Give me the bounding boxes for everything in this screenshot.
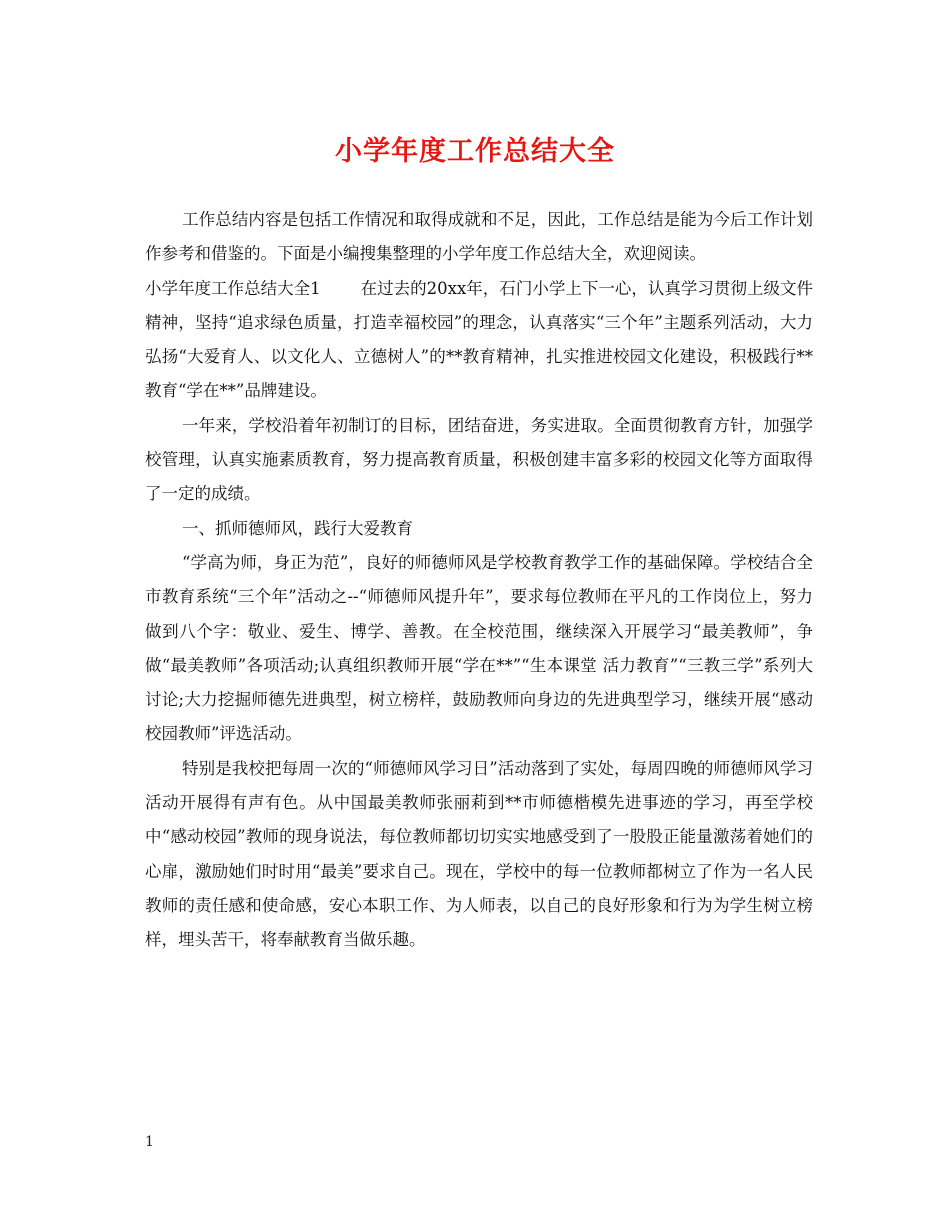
body-paragraph: “学高为师，身正为范”，良好的师德师风是学校教育教学工作的基础保障。学校结合全市教育系统“三个年”活动之--“师德师风提升年”，要求每位教师在平凡的工作岗位上，努力做到八个字：敬业、爱生、博学、善教。在全校范围，继续深入开展学习“最美教师”，争做“最美教师”各项活动;认真组织教师开展“学在**”“生本课堂 活力教育”“三教三学”系列大讨论;大力挖掘师德先进典型，树立榜样，鼓励教师向身边的先进典型学习，继续开展“感动校园教师”评选活动。: [145, 552, 813, 744]
subheading-paragraph: 一、抓师德师风，践行大爱教育: [182, 518, 413, 538]
document-title: 小学年度工作总结大全: [335, 136, 615, 167]
body-paragraph: 特别是我校把每周一次的“师德师风学习日”活动落到了实处，每周四晚的师德师风学习活动开展得有声有色。从中国最美教师张丽莉到**市师德楷模先进事迹的学习，再至学校中“感动校园”教师的现身说法，每位教师都切切实实地感受到了一股股正能量激荡着她们的心扉，激励她们时时用“最美”要求自己。现在，学校中的每一位教师都树立了作为一名人民教师的责任感和使命感，安心本职工作、为人师表，以自己的良好形象和行为为学生树立榜样，埋头苦干，将奉献教育当做乐趣。: [145, 758, 813, 950]
document-body: [145, 203, 813, 958]
intro-paragraph: 工作总结内容是包括工作情况和取得成就和不足，因此，工作总结是能为今后工作计划作参考和借鉴的。下面是小编搜集整理的小学年度工作总结大全，欢迎阅读。: [145, 210, 813, 264]
section-paragraph: [145, 272, 813, 409]
inline-heading: 小学年度工作总结大全1: [145, 278, 321, 298]
section-text: 在过去的20xx年，石门小学上下一心，认真学习贯彻上级文件精神，坚持“追求绿色质量，打造幸福校园”的理念，认真落实“三个年”主题系列活动，大力弘扬“大爱育人、以文化人、立德树人”的**教育精神，扎实推进校园文化建设，积极践行**教育“学在**”品牌建设。: [145, 278, 813, 401]
body-paragraph: 一年来，学校沿着年初制订的目标，团结奋进，务实进取。全面贯彻教育方针，加强学校管理，认真实施素质教育，努力提高教育质量，积极创建丰富多彩的校园文化等方面取得了一定的成绩。: [145, 415, 813, 504]
page-number: 1: [145, 1134, 154, 1150]
